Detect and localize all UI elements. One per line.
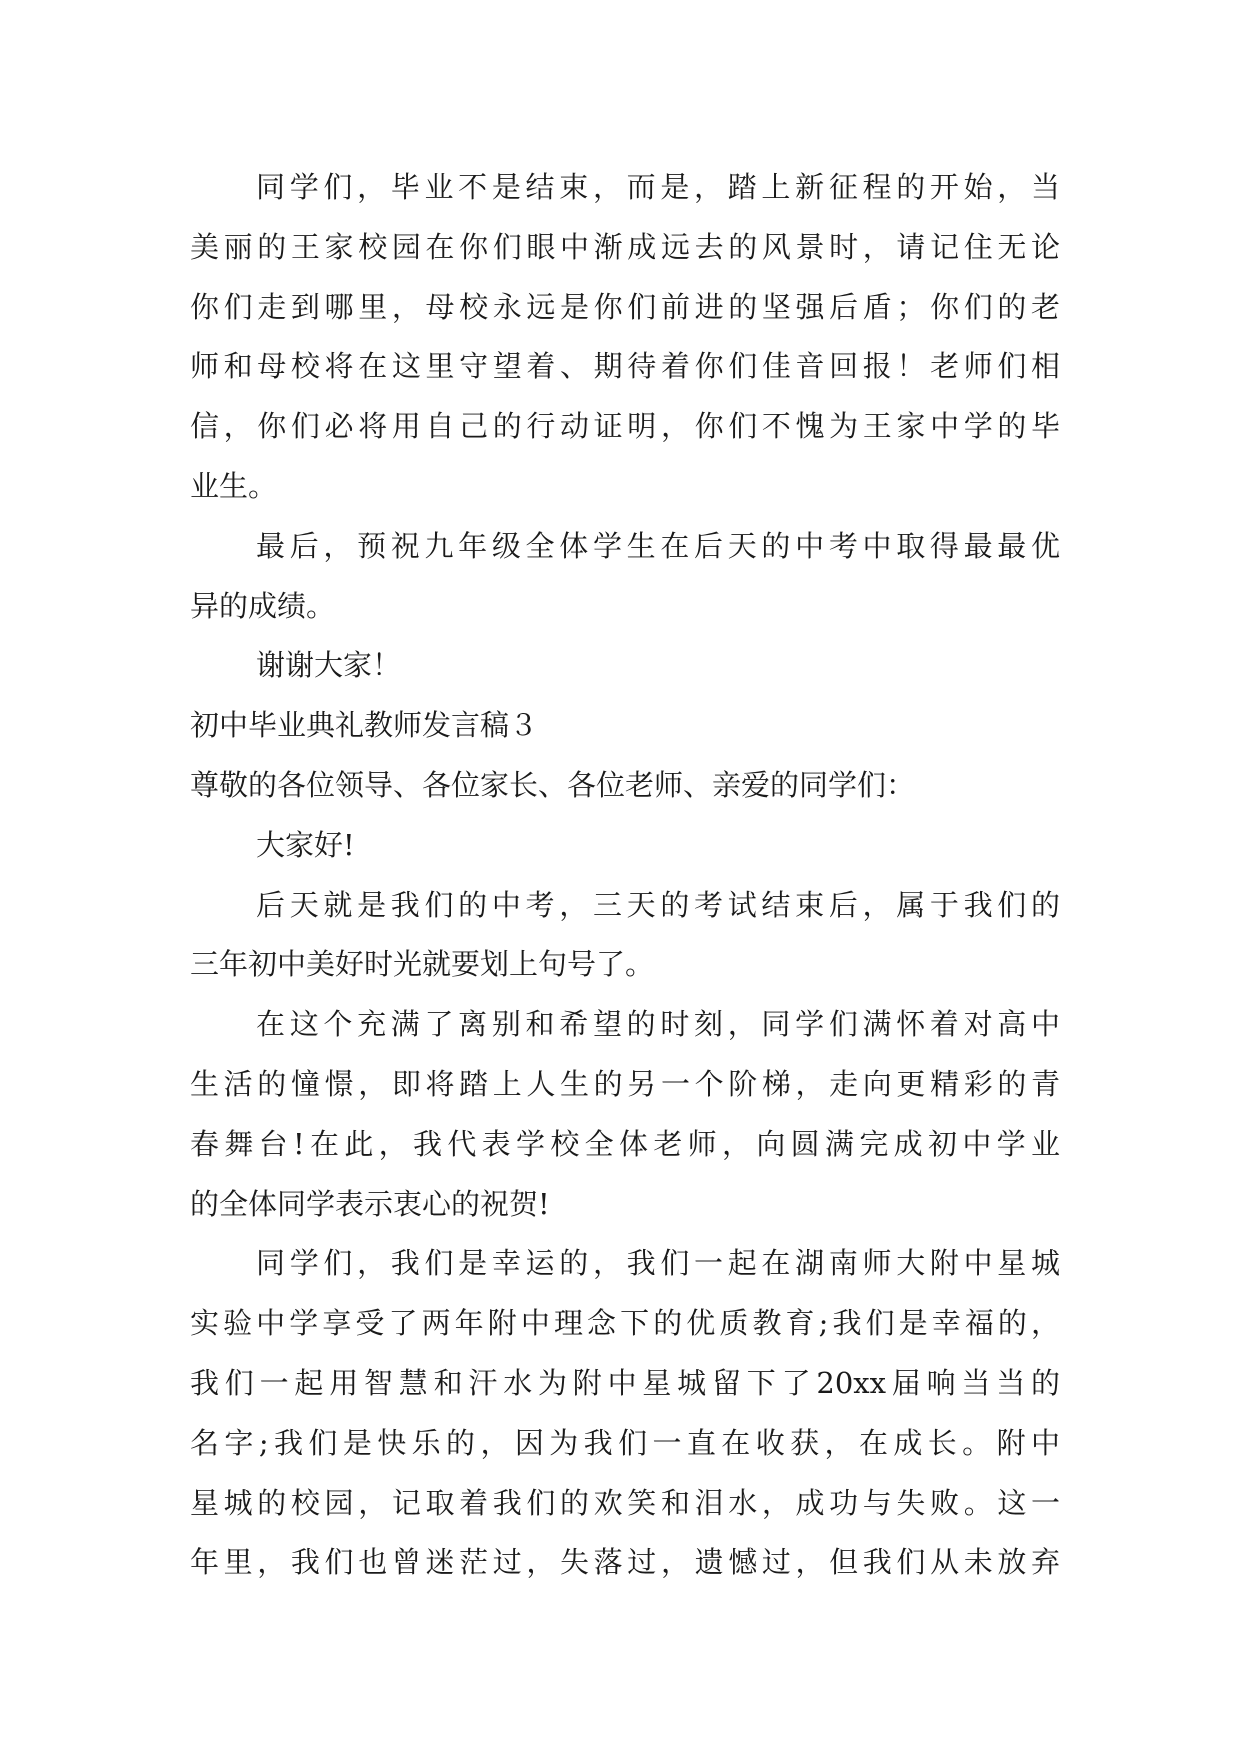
text-line: 师和母校将在这里守望着、期待着你们佳音回报！老师们相	[190, 349, 1060, 384]
text-line: 最后，预祝九年级全体学生在后天的中考中取得最最优	[256, 528, 1060, 563]
text-line: 名字;我们是快乐的，因为我们一直在收获，在成长。附中	[190, 1425, 1060, 1460]
text-line: 实验中学享受了两年附中理念下的优质教育;我们是幸福的，	[190, 1306, 1060, 1341]
text-line: 年里，我们也曾迷茫过，失落过，遗憾过，但我们从未放弃	[190, 1545, 1060, 1580]
text-line: 后天就是我们的中考，三天的考试结束后，属于我们的	[256, 887, 1060, 922]
text-line: 生活的憧憬，即将踏上人生的另一个阶梯，走向更精彩的青	[190, 1066, 1060, 1101]
text-line: 星城的校园，记取着我们的欢笑和泪水，成功与失败。这一	[190, 1485, 1060, 1520]
text-line: 我们一起用智慧和汗水为附中星城留下了20xx届响当当的	[190, 1365, 1060, 1400]
text-line: 三年初中美好时光就要划上句号了。	[190, 947, 655, 982]
text-line: 你们走到哪里，母校永远是你们前进的坚强后盾；你们的老	[190, 289, 1060, 324]
text-line: 大家好!	[256, 827, 355, 862]
text-line: 春舞台!在此，我代表学校全体老师，向圆满完成初中学业	[190, 1126, 1060, 1161]
text-line: 谢谢大家！	[256, 648, 402, 683]
text-line: 同学们，我们是幸运的，我们一起在湖南师大附中星城	[256, 1246, 1060, 1281]
text-line: 业生。	[190, 468, 278, 503]
document-body	[190, 158, 1060, 1593]
text-line: 异的成绩。	[190, 588, 336, 623]
text-line: 美丽的王家校园在你们眼中渐成远去的风景时，请记住无论	[190, 229, 1060, 264]
text-line: 初中毕业典礼教师发言稿３	[190, 708, 539, 743]
text-line: 同学们，毕业不是结束，而是，踏上新征程的开始，当	[256, 170, 1060, 204]
text-line: 尊敬的各位领导、各位家长、各位老师、亲爱的同学们：	[190, 767, 916, 802]
text-line: 在这个充满了离别和希望的时刻，同学们满怀着对高中	[256, 1007, 1060, 1042]
text-line: 的全体同学表示衷心的祝贺!	[190, 1186, 550, 1221]
text-line: 信，你们必将用自己的行动证明，你们不愧为王家中学的毕	[190, 409, 1060, 444]
